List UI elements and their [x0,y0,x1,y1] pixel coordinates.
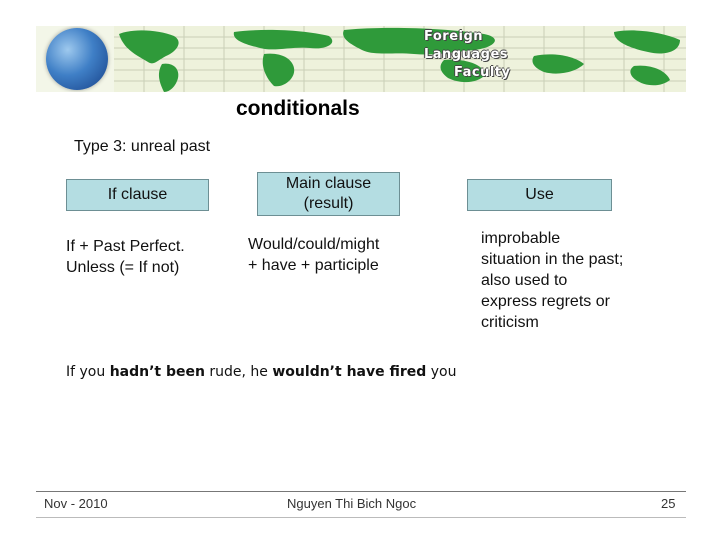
main-clause-content [248,234,379,276]
page-number: 25 [661,496,676,511]
example-part-3: rude, he [204,364,273,380]
banner-line-3: Faculty [454,65,511,80]
use-line-1: improbable [481,230,561,247]
use-header-label: Use [525,186,554,203]
use-content [481,228,623,333]
type-subtitle: Type 3: unreal past [74,138,211,155]
if-clause-line-2: Unless (= If not) [66,259,180,276]
use-line-2: situation in the past; [481,251,624,268]
use-line-5: criticism [481,314,539,331]
main-clause-line-1: Would/could/might [248,236,380,253]
footer-divider-top [36,491,686,492]
banner-line-1: Foreign [424,29,484,44]
globe-icon [46,28,108,90]
main-clause-header [257,172,400,216]
world-map-image [114,26,686,92]
faculty-banner [36,26,686,92]
if-clause-header [66,179,209,211]
if-clause-line-1: If + Past Perfect. [66,238,185,255]
if-clause-header-label: If clause [107,186,168,203]
banner-line-2: Languages [424,47,509,62]
use-line-4: express regrets or [481,293,610,310]
example-sentence [66,364,456,380]
main-clause-line-2: + have + participle [248,257,379,274]
example-bold-1: hadn’t been [109,364,205,380]
main-clause-header-line2: (result) [303,195,354,212]
footer-author: Nguyen Thi Bich Ngoc [287,496,417,511]
if-clause-content [66,236,185,278]
use-header [467,179,612,211]
faculty-logo-text [424,28,564,82]
example-part-1: If you [66,364,110,380]
use-line-3: also used to [481,272,568,289]
footer-date: Nov - 2010 [44,496,108,511]
example-part-5: you [426,364,457,380]
example-bold-2: wouldn’t have fired [272,364,427,380]
main-clause-header-line1: Main clause [285,175,372,192]
slide-title: conditionals [236,97,360,120]
footer-divider-bottom [36,517,686,518]
